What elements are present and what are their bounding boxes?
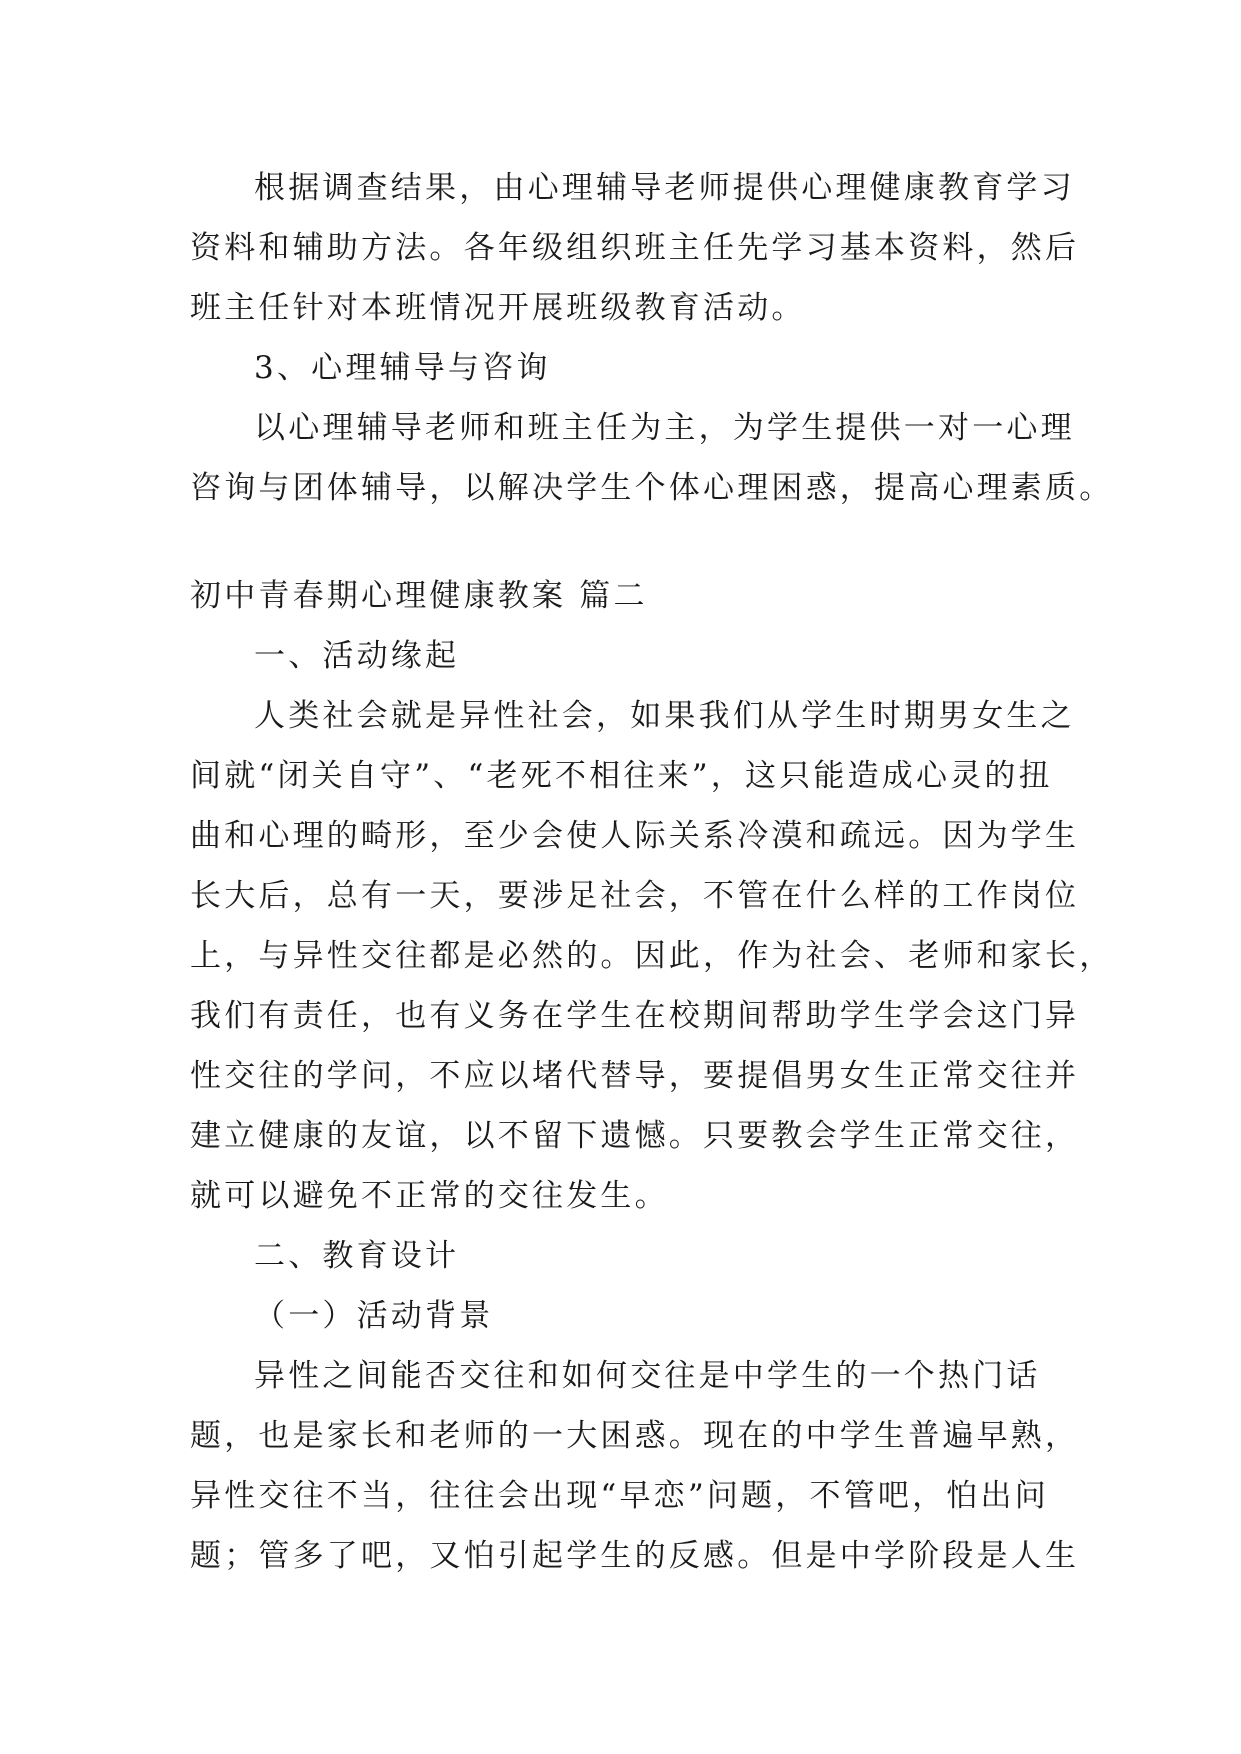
heading-education-design: 二、教育设计: [254, 1238, 460, 1274]
text-line: 异性之间能否交往和如何交往是中学生的一个热门话: [254, 1358, 1041, 1394]
document-body: [190, 158, 1114, 1586]
text-line: 资料和辅助方法。各年级组织班主任先学习基本资料，然后: [190, 230, 1080, 266]
text-line: 上，与异性交往都是必然的。因此，作为社会、老师和家长，: [190, 938, 1114, 974]
text-line: 曲和心理的畸形，至少会使人际关系冷漠和疏远。因为学生: [190, 818, 1080, 854]
text-line: 我们有责任，也有义务在学生在校期间帮助学生学会这门异: [190, 998, 1080, 1034]
paragraph-activity-background: [190, 1346, 1080, 1586]
text-line: 间就“闭关自守”、“老死不相往来”，这只能造成心灵的扭: [190, 758, 1053, 794]
text-line: 题，也是家长和老师的一大困惑。现在的中学生普遍早熟，: [190, 1418, 1080, 1454]
text-line: 题；管多了吧，又怕引起学生的反感。但是中学阶段是人生: [190, 1538, 1080, 1574]
text-line: 性交往的学问，不应以堵代替导，要提倡男女生正常交往并: [190, 1058, 1080, 1094]
text-line: 异性交往不当，往往会出现“早恋”问题，不管吧，怕出问: [190, 1478, 1049, 1514]
text-line: 人类社会就是异性社会，如果我们从学生时期男女生之: [254, 698, 1075, 734]
paragraph-survey-results: [190, 158, 1080, 338]
heading-counseling: 3、心理辅导与咨询: [254, 350, 551, 386]
section-title: 初中青春期心理健康教案 篇二: [190, 578, 648, 614]
text-line: 长大后，总有一天，要涉足社会，不管在什么样的工作岗位: [190, 878, 1080, 914]
paragraph-activity-origin: [190, 686, 1114, 1226]
text-line: 建立健康的友谊，以不留下遗憾。只要教会学生正常交往，: [190, 1118, 1080, 1154]
subheading-activity-background: （一）活动背景: [254, 1298, 494, 1334]
heading-activity-origin: 一、活动缘起: [254, 638, 460, 674]
text-line: 班主任针对本班情况开展班级教育活动。: [190, 290, 806, 326]
text-line: 根据调查结果，由心理辅导老师提供心理健康教育学习: [254, 170, 1075, 206]
text-line: 就可以避免不正常的交往发生。: [190, 1178, 669, 1214]
paragraph-counseling: [190, 398, 1114, 518]
text-line: 以心理辅导老师和班主任为主，为学生提供一对一心理: [254, 410, 1075, 446]
text-line: 咨询与团体辅导，以解决学生个体心理困惑，提高心理素质。: [190, 470, 1114, 506]
